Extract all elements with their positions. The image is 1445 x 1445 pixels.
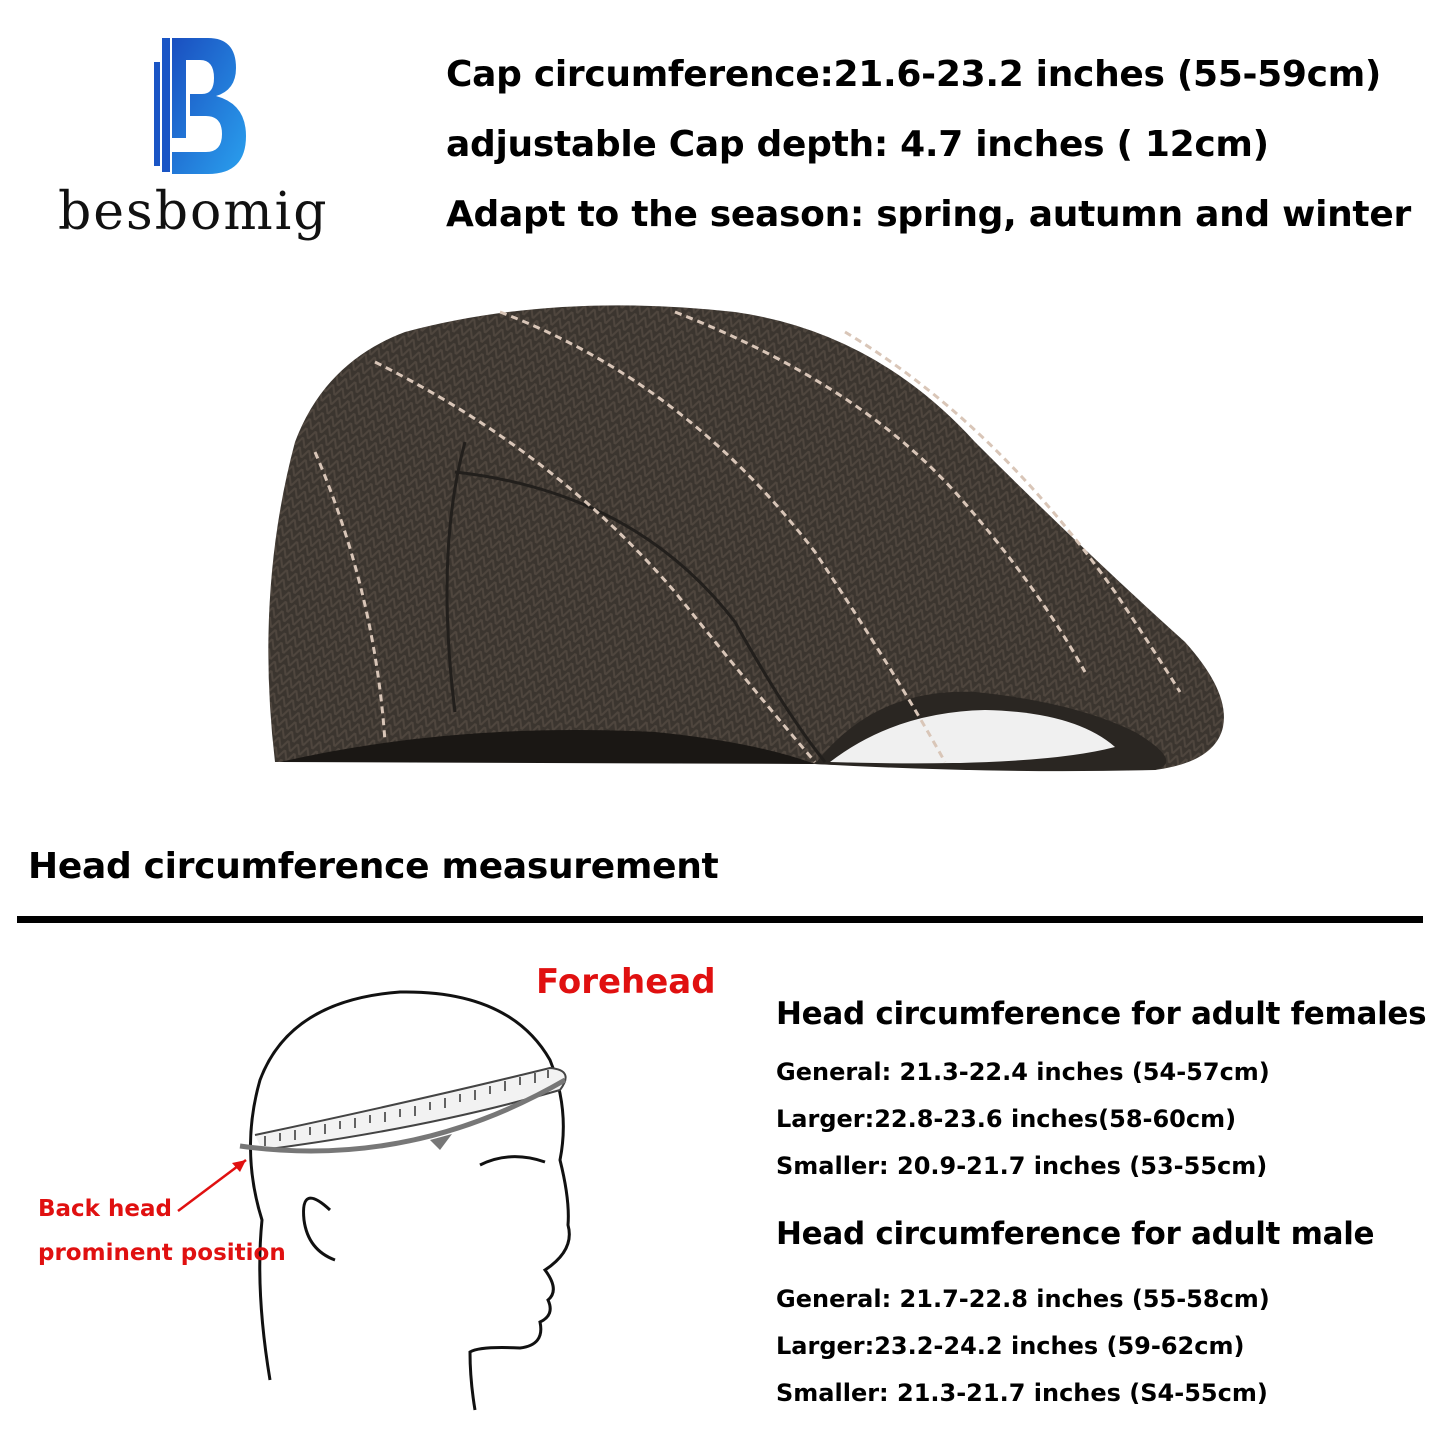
female-size-general: General: 21.3-22.4 inches (54-57cm) [776,1058,1270,1086]
flat-cap-icon [255,292,1230,777]
male-size-general: General: 21.7-22.8 inches (55-58cm) [776,1285,1270,1313]
back-head-label: Back head [38,1196,172,1222]
female-size-title: Head circumference for adult females [776,996,1427,1032]
male-size-title: Head circumference for adult male [776,1216,1375,1252]
male-size-larger: Larger:23.2-24.2 inches (59-62cm) [776,1332,1245,1360]
spec-cap-circumference: Cap circumference:21.6-23.2 inches (55-59cm) [446,54,1382,95]
prominent-position-label: prominent position [38,1240,286,1266]
forehead-label: Forehead [536,962,716,1002]
brand-name: besbomig [58,182,329,242]
spec-cap-depth: adjustable Cap depth: 4.7 inches ( 12cm) [446,124,1269,165]
female-size-larger: Larger:22.8-23.6 inches(58-60cm) [776,1105,1237,1133]
section-divider [17,916,1423,923]
male-size-smaller: Smaller: 21.3-21.7 inches (S4-55cm) [776,1379,1268,1407]
female-size-smaller: Smaller: 20.9-21.7 inches (53-55cm) [776,1152,1268,1180]
measurement-title: Head circumference measurement [28,846,719,887]
spec-season: Adapt to the season: spring, autumn and winter [446,194,1411,235]
b-letter-logo-icon [150,34,260,184]
